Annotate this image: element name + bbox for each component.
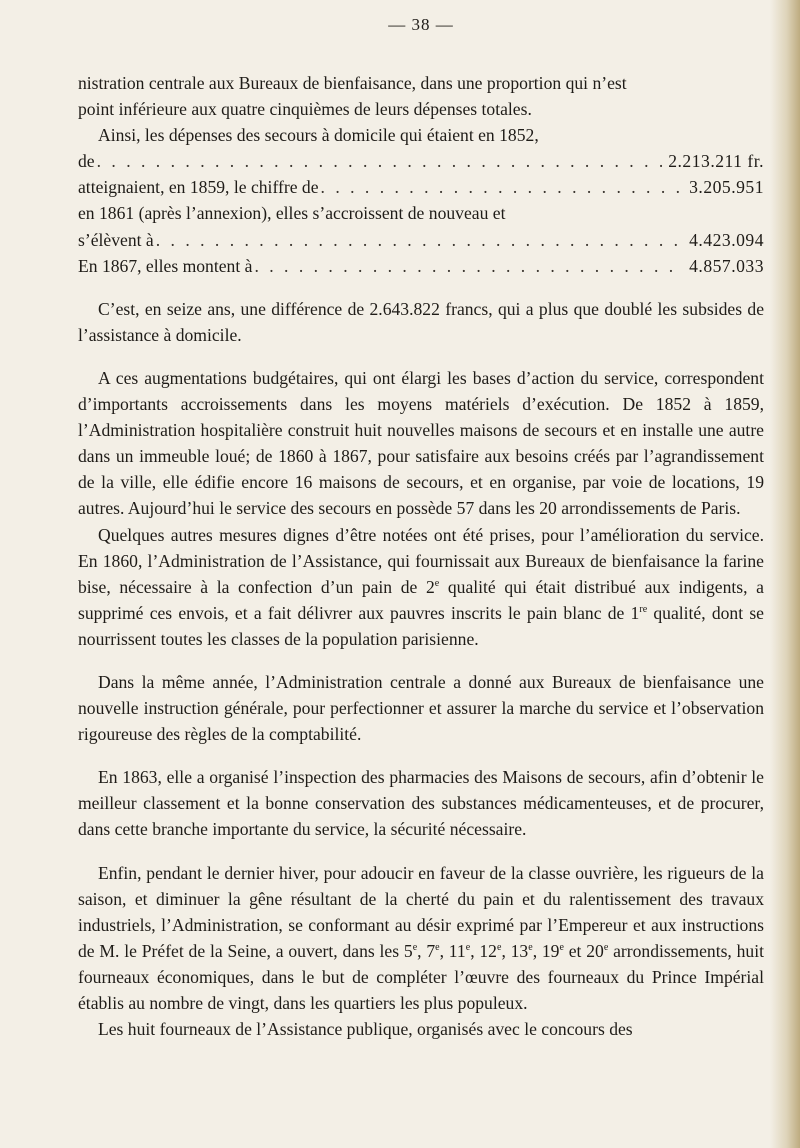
text-line: en 1861 (après l’annexion), elles s’accroissent de nouveau et xyxy=(78,203,506,224)
text-run: , 7 xyxy=(417,940,436,961)
amount-value: 3.205.951 xyxy=(689,177,764,198)
amount-label: atteignaient, en 1859, le chiffre de xyxy=(78,177,319,198)
leader-dots xyxy=(254,253,683,279)
page-edge-shadow xyxy=(770,0,800,1148)
text-line: Ainsi, les dépenses des secours à domicile qui étaient en 1852, xyxy=(98,125,539,146)
page-number: — 38 — xyxy=(388,15,454,34)
superscript: e xyxy=(496,941,502,953)
superscript: e xyxy=(528,941,533,953)
amount-label: de xyxy=(78,151,95,172)
paragraph-augmentations: A ces augmentations budgétaires, qui ont élargi les bases d’action du service, correspondent d’importants accroissements dans les moyens matériels d’exécution. De 1852 à 1859, l’Administration hospitalière construit huit nouvelles maisons de secours et en installe une autre dans un immeuble loué; de 1860 à 1867, pour satisfaire aux besoins créés par l’agrandissement de la ville, elle édifie encore 16 maisons de secours, et en organise, par voie de locations, 19 autres. Aujourd’hui le service des secours en possède 57 dans les 20 arrondissements de Paris. xyxy=(78,367,764,519)
superscript: e xyxy=(412,941,418,953)
text-run: Enfin, pendant le dernier hiver, pour adoucir en faveur de la classe ouvrière, les rigueurs de la saison, et diminuer la gêne résultant de la cherté du pain et du ralentissement des travaux industriels, l’Administration, se conformant au désir exprimé par l’Empereur et aux instructions de M. le Préfet de la Seine, a ouvert, dans les 5 xyxy=(78,862,764,961)
amount-value: 4.857.033 xyxy=(689,255,764,276)
text-run: arrondissements, huit fourneaux économiques, dans le but de compléter l’œuvre des fourneaux du Prince Impérial établis au nombre de vingt, dans les quartiers les plus populeux. xyxy=(78,940,764,1013)
paragraph-assistance: Les huit fourneaux de l’Assistance publique, organisés avec le concours des xyxy=(98,1019,633,1040)
superscript: e xyxy=(465,941,471,953)
text-line: nistration centrale aux Bureaux de bienfaisance, dans une proportion qui n’est xyxy=(78,73,627,93)
amount-row-1867 xyxy=(78,253,764,279)
text-body xyxy=(78,70,764,1042)
text-run: , 11 xyxy=(439,940,466,961)
amount-value: 4.423.094 xyxy=(689,229,764,250)
text-run: , 13 xyxy=(501,940,529,961)
superscript: e xyxy=(435,941,440,953)
text-run: Quelques autres mesures dignes d’être notées ont été prises, pour l’amélioration du service. En 1860, l’Administration de l’Assistance, qui fournissait aux Bureaux de bienfaisance la farine bise, nécessaire à la confection d’un pain de 2 xyxy=(78,524,764,597)
paragraph-mesures xyxy=(78,522,764,652)
superscript: e xyxy=(559,941,564,953)
paragraph-difference: C’est, en seize ans, une différence de 2.643.822 francs, qui a plus que doublé les subsides de l’assistance à domicile. xyxy=(78,298,764,345)
text-run: , 12 xyxy=(470,940,497,961)
text-run: , 19 xyxy=(532,940,560,961)
amount-row-1861 xyxy=(78,227,764,253)
amount-label: s’élèvent à xyxy=(78,229,154,250)
text-run: qualité qui était distribué aux indigents, a supprimé ces envois, et a fait délivrer aux pauvres inscrits le pain blanc de 1 xyxy=(78,576,764,623)
paragraph-fourneaux xyxy=(78,860,764,1017)
text-run: qualité, dont se nourrissent toutes les classes de la population parisienne. xyxy=(78,602,764,649)
text-run: et 20 xyxy=(563,940,604,961)
paragraph-budget xyxy=(78,70,764,279)
leader-dots xyxy=(97,148,663,174)
amount-label: En 1867, elles montent à xyxy=(78,255,253,276)
superscript: e xyxy=(603,941,609,953)
amount-row-1859 xyxy=(78,174,764,200)
amount-row-1852 xyxy=(78,148,764,174)
leader-dots xyxy=(156,227,683,253)
amount-value: 2.213.211 fr. xyxy=(668,151,764,172)
paragraph-instruction: Dans la même année, l’Administration centrale a donné aux Bureaux de bienfaisance une nouvelle instruction générale, pour perfectionner et assurer la marche du service et l’observation rigoureuse des règles de la comptabilité. xyxy=(78,671,764,745)
text-line: point inférieure aux quatre cinquièmes de leurs dépenses totales. xyxy=(78,99,532,120)
superscript: e xyxy=(434,577,440,589)
superscript: re xyxy=(639,603,648,615)
leader-dots xyxy=(321,174,684,200)
paragraph-pharmacies: En 1863, elle a organisé l’inspection des pharmacies des Maisons de secours, afin d’obtenir le meilleur classement et la bonne conservation des substances médicamenteuses, et de procurer, dans cette branche importante du service, la sécurité nécessaire. xyxy=(78,767,764,840)
